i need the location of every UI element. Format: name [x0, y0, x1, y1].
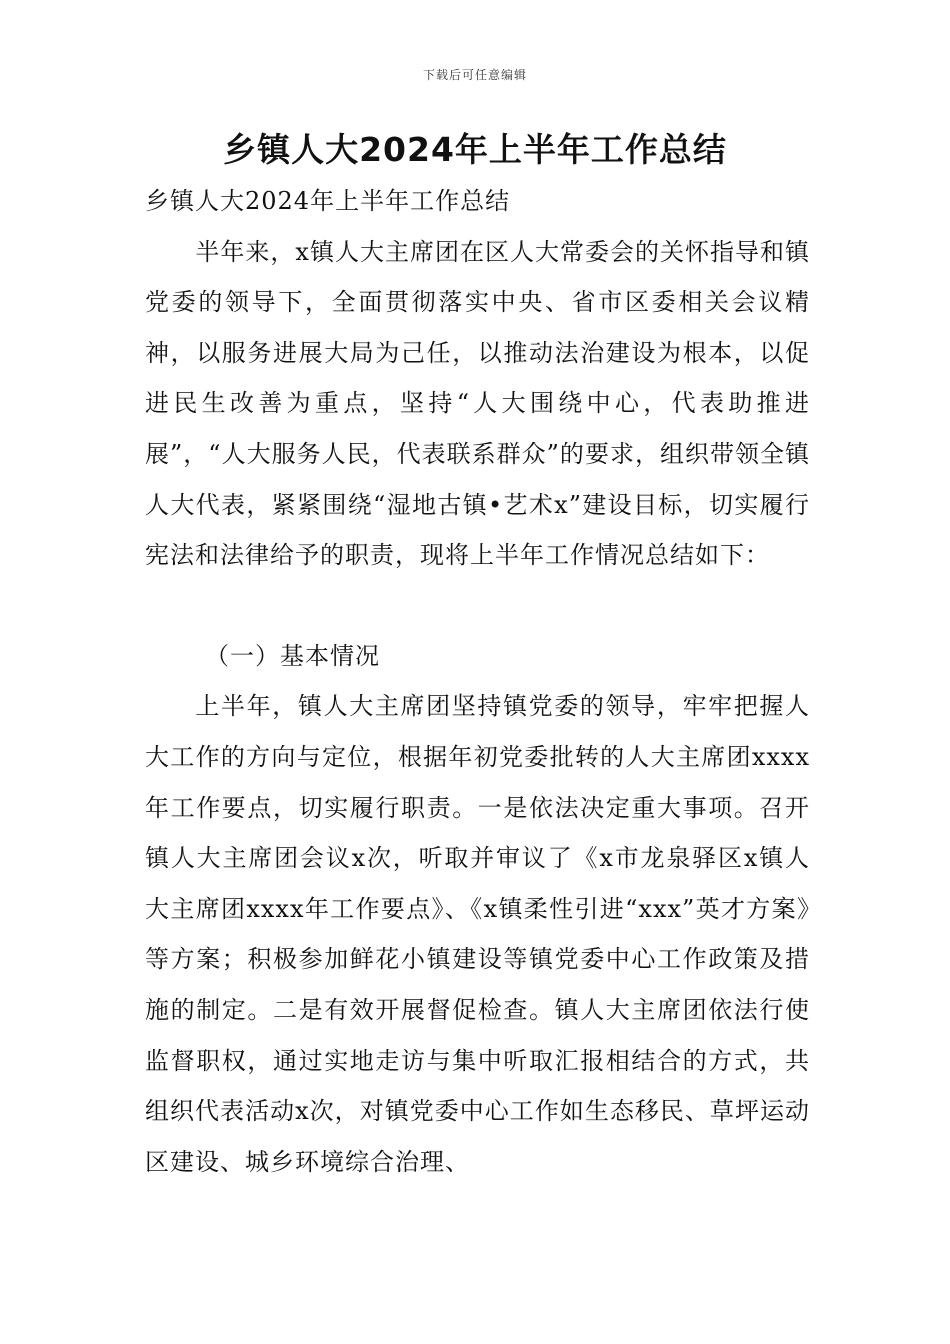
document-title: 乡镇人大2024年上半年工作总结	[223, 130, 727, 169]
section-paragraph: 上半年，镇人大主席团坚持镇党委的领导，牢牢把握人大工作的方向与定位，根据年初党委批转的人大主席团xxxx年工作要点，切实履行职责。一是依法决定重大事项。召开镇人大主席团会议x次，听取并审议了《x市龙泉驿区x镇人大主席团xxxx年工作要点》、《x镇柔性引进“xxx”英才方案》等方案；积极参加鲜花小镇建设等镇党委中心工作政策及措施的制定。二是有效开展督促检查。镇人大主席团依法行使监督职权，通过实地走访与集中听取汇报相结合的方式，共组织代表活动x次，对镇党委中心工作如生态移民、草坪运动区建设、城乡环境综合治理、	[145, 692, 810, 1176]
document-subtitle: 乡镇人大2024年上半年工作总结	[145, 187, 511, 215]
paragraph-gap	[145, 581, 810, 631]
document-body	[145, 176, 810, 1187]
section-heading: （一）基本情况	[205, 641, 380, 670]
header-note: 下载后可任意编辑	[422, 68, 527, 82]
intro-paragraph: 半年来，x镇人大主席团在区人大常委会的关怀指导和镇党委的领导下，全面贯彻落实中央、省市区委相关会议精神，以服务进展大局为己任，以推动法治建设为根本，以促进民生改善为重点，坚持“人大围绕中心，代表助推进展”，“人大服务人民，代表联系群众”的要求，组织带领全镇人大代表，紧紧围绕“湿地古镇•艺术x”建设目标，切实履行宪法和法律给予的职责，现将上半年工作情况总结如下：	[145, 237, 810, 570]
